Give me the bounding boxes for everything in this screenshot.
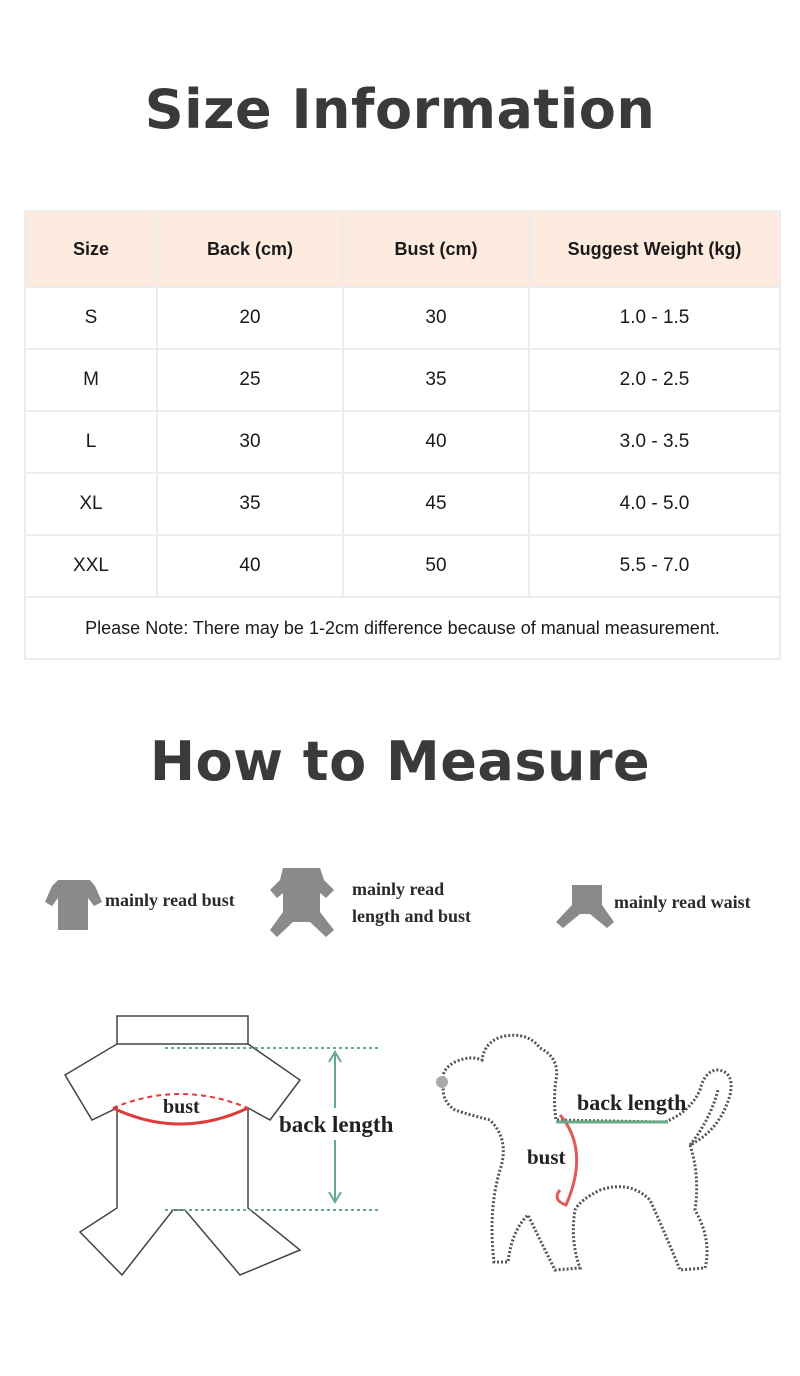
cell-size: XXL bbox=[25, 535, 157, 597]
garment-back-length-label: back length bbox=[279, 1112, 394, 1137]
legend-shirt-text: mainly read bust bbox=[105, 890, 235, 910]
header-weight: Suggest Weight (kg) bbox=[529, 211, 780, 287]
cell-back: 40 bbox=[157, 535, 343, 597]
cell-size: S bbox=[25, 287, 157, 349]
garment-diagram bbox=[65, 1016, 300, 1275]
dog-nose-icon bbox=[436, 1076, 448, 1088]
garment-bust-label: bust bbox=[163, 1096, 200, 1118]
legend-jumpsuit-text-line2: length and bust bbox=[352, 906, 472, 926]
cell-weight: 1.0 - 1.5 bbox=[529, 287, 780, 349]
header-back: Back (cm) bbox=[157, 211, 343, 287]
dog-diagram bbox=[443, 1035, 731, 1270]
dog-back-length-label: back length bbox=[577, 1090, 687, 1115]
cell-back: 35 bbox=[157, 473, 343, 535]
cell-weight: 4.0 - 5.0 bbox=[529, 473, 780, 535]
header-bust: Bust (cm) bbox=[343, 211, 529, 287]
cell-size: M bbox=[25, 349, 157, 411]
cell-weight: 5.5 - 7.0 bbox=[529, 535, 780, 597]
cell-size: XL bbox=[25, 473, 157, 535]
cell-back: 20 bbox=[157, 287, 343, 349]
cell-back: 25 bbox=[157, 349, 343, 411]
cell-bust: 35 bbox=[343, 349, 529, 411]
shirt-icon bbox=[45, 880, 102, 930]
how-to-measure-title: How to Measure bbox=[149, 730, 651, 793]
legend-pants-text: mainly read waist bbox=[614, 892, 751, 912]
legend-jumpsuit-text-line1: mainly read bbox=[352, 879, 445, 899]
pants-icon bbox=[556, 885, 614, 928]
cell-bust: 30 bbox=[343, 287, 529, 349]
cell-bust: 40 bbox=[343, 411, 529, 473]
cell-weight: 3.0 - 3.5 bbox=[529, 411, 780, 473]
jumpsuit-icon bbox=[270, 868, 334, 937]
cell-bust: 50 bbox=[343, 535, 529, 597]
cell-size: L bbox=[25, 411, 157, 473]
size-information-title: Size Information bbox=[144, 78, 656, 141]
cell-back: 30 bbox=[157, 411, 343, 473]
header-size: Size bbox=[25, 211, 157, 287]
dog-bust-label: bust bbox=[527, 1145, 566, 1169]
measurement-note: Please Note: There may be 1-2cm difference because of manual measurement. bbox=[25, 597, 780, 659]
cell-bust: 45 bbox=[343, 473, 529, 535]
cell-weight: 2.0 - 2.5 bbox=[529, 349, 780, 411]
